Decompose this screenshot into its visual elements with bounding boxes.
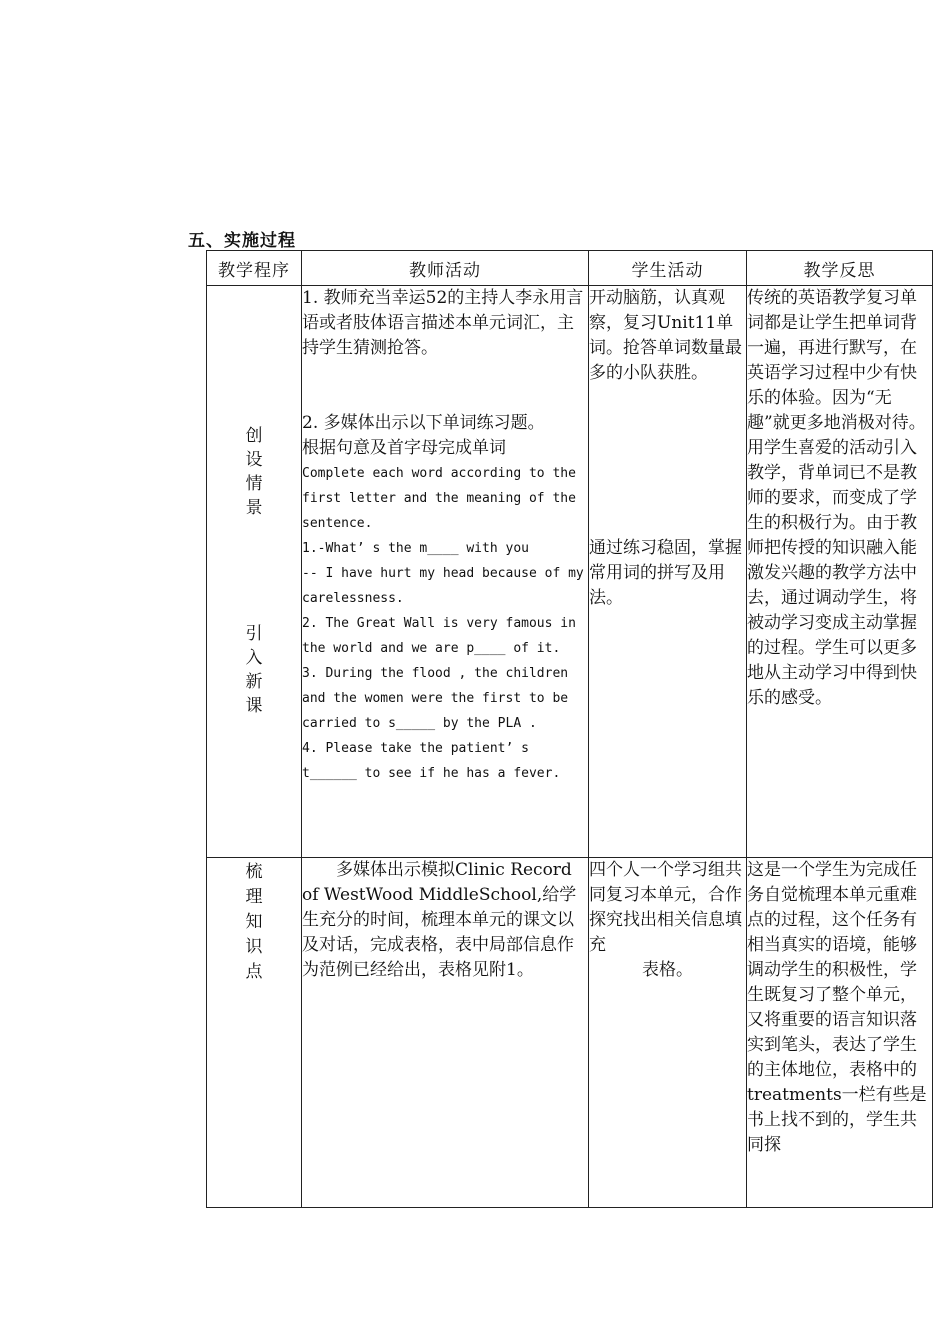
teacher-step-2: 2. 多媒体出示以下单词练习题。 [302, 413, 545, 433]
student-text-knowledge-end: 表格。 [642, 960, 693, 980]
exercise-4: 4. Please take the patient’ s t______ to see if he has a fever. [302, 741, 561, 781]
header-reflection: 教学反思 [747, 251, 933, 286]
stage-intro [207, 286, 302, 858]
student-activity-knowledge [589, 858, 747, 1208]
reflection-knowledge [747, 858, 933, 1208]
stage-char: 入 [245, 648, 263, 668]
stage-char: 新 [245, 672, 263, 692]
lesson-process-table [206, 250, 933, 1208]
header-procedure: 教学程序 [207, 251, 302, 286]
student-activity-intro [589, 286, 747, 858]
row-knowledge [207, 858, 933, 1208]
header-row [207, 251, 933, 286]
teacher-text-knowledge: 多媒体出示模拟Clinic Record of WestWood MiddleSchool,给学生充分的时间，梳理本单元的课文以及对话，完成表格，表中局部信息作为范例已经给出，表格见附1。 [302, 860, 577, 980]
reflection-text-2: 这是一个学生为完成任务自觉梳理本单元重难点的过程，这个任务有相当真实的语境，能够调动学生的积极性，学生既复习了整个单元，又将重要的语言知识落实到笔头，表达了学生的主体地位，表格中的treatments一栏有些是书上找不到的，学生共同探 [747, 860, 927, 1155]
teacher-instruction-en: Complete each word according to the first letter and the meaning of the sentence. [302, 466, 576, 531]
stage-char: 创 [245, 426, 263, 446]
exercise-2: 2. The Great Wall is very famous in the world and we are p____ of it. [302, 616, 576, 656]
stage-char: 引 [245, 624, 263, 644]
stage-char: 情 [245, 474, 263, 494]
student-text-1: 开动脑筋，认真观察，复习Unit11单词。抢答单词数量最多的小队获胜。 [589, 288, 742, 383]
student-text-knowledge: 四个人一个学习组共同复习本单元，合作探究找出相关信息填充 [589, 860, 742, 955]
stage-char: 梳 [245, 862, 263, 882]
stage-char: 景 [245, 498, 263, 518]
teacher-activity-intro [302, 286, 589, 858]
stage-char: 设 [245, 450, 263, 470]
header-student-activity: 学生活动 [589, 251, 747, 286]
exercise-1-question: 1.-What’ s the m____ with you [302, 541, 529, 556]
teacher-instruction: 根据句意及首字母完成单词 [302, 438, 506, 458]
stage-char: 识 [245, 937, 263, 957]
teacher-activity-knowledge [302, 858, 589, 1208]
reflection-intro [747, 286, 933, 858]
reflection-text-1: 传统的英语教学复习单词都是让学生把单词背一遍，再进行默写，在英语学习过程中少有快乐的体验。因为“无趣”就更多地消极对待。用学生喜爱的活动引入教学，背单词已不是教师的要求，而变成了学生的积极行为。由于教师把传授的知识融入能激发兴趣的教学方法中去，通过调动学生，将被动学习变成主动掌握的过程。学生可以更多地从主动学习中得到快乐的感受。 [747, 288, 926, 708]
row-intro [207, 286, 933, 858]
stage-knowledge [207, 858, 302, 1208]
header-teacher-activity: 教师活动 [302, 251, 589, 286]
student-text-2: 通过练习稳固，掌握常用词的拼写及用法。 [589, 538, 742, 608]
stage-char: 点 [245, 962, 263, 982]
stage-char: 课 [245, 696, 263, 716]
exercise-3: 3. During the flood , the children and the women were the first to be carried to s_____ by the PLA . [302, 666, 569, 731]
stage-char: 知 [245, 912, 263, 932]
exercise-1-answer: -- I have hurt my head because of my carelessness. [302, 566, 584, 606]
teacher-step-1: 1. 教师充当幸运52的主持人李永用言语或者肢体语言描述本单元词汇，主持学生猜测抢答。 [302, 288, 584, 358]
section-title: 五、实施过程 [188, 231, 296, 251]
stage-char: 理 [245, 887, 263, 907]
